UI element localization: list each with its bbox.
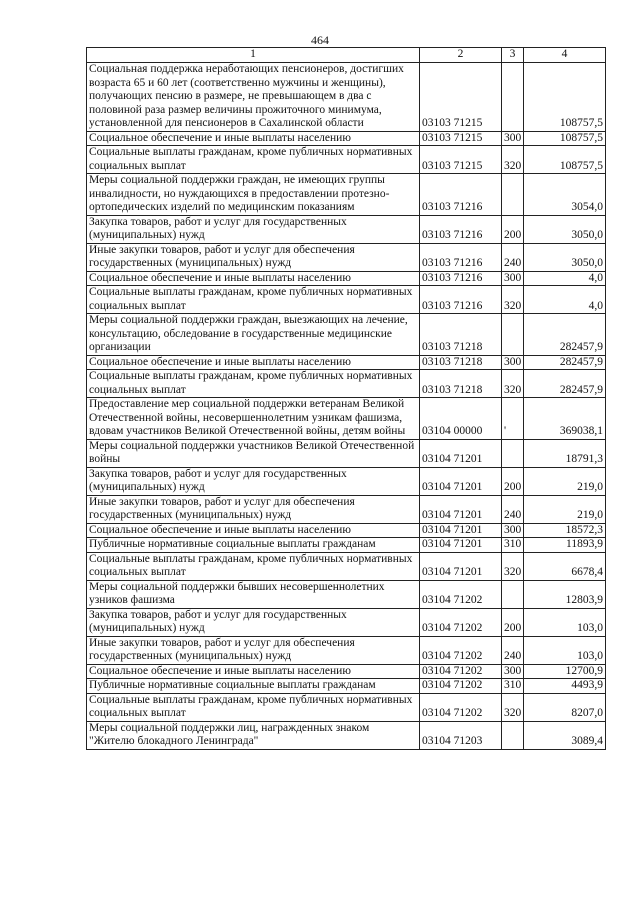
cell-name: Социальные выплаты гражданам, кроме публичных нормативных социальных выплат — [87, 552, 420, 580]
cell-name: Закупка товаров, работ и услуг для государственных (муниципальных) нужд — [87, 467, 420, 495]
cell-kvr: 320 — [502, 693, 524, 721]
cell-code: 03103 71216 — [420, 243, 502, 271]
cell-code: 03104 71201 — [420, 552, 502, 580]
cell-name: Меры социальной поддержки лиц, награжденных знаком "Жителю блокадного Ленинграда" — [87, 721, 420, 749]
budget-table — [86, 47, 606, 750]
cell-sum: 3050,0 — [524, 243, 606, 271]
cell-code: 03103 71216 — [420, 174, 502, 216]
table-row — [87, 439, 606, 467]
header-row — [87, 48, 606, 63]
cell-kvr: 320 — [502, 286, 524, 314]
cell-sum: 6678,4 — [524, 552, 606, 580]
table-row — [87, 355, 606, 370]
cell-kvr: 310 — [502, 679, 524, 694]
cell-kvr — [502, 63, 524, 132]
cell-name: Публичные нормативные социальные выплаты гражданам — [87, 679, 420, 694]
cell-code: 03104 71203 — [420, 721, 502, 749]
cell-sum: 103,0 — [524, 608, 606, 636]
cell-sum: 282457,9 — [524, 314, 606, 356]
cell-kvr — [502, 174, 524, 216]
cell-kvr: 200 — [502, 215, 524, 243]
table-row — [87, 495, 606, 523]
cell-kvr: 300 — [502, 664, 524, 679]
page-number: 464 — [311, 33, 329, 47]
cell-name: Социальная поддержка неработающих пенсионеров, достигших возраста 65 и 60 лет (соответственно мужчины и женщины), получающих пенсию в размере, не превышающем в два с половиной раза размер величины прожиточного минимума, установленной для пенсионеров в Сахалинской области — [87, 63, 420, 132]
cell-code: 03103 71216 — [420, 271, 502, 286]
cell-name: Социальное обеспечение и иные выплаты населению — [87, 355, 420, 370]
cell-sum: 108757,5 — [524, 131, 606, 146]
cell-kvr: 200 — [502, 608, 524, 636]
table-row — [87, 398, 606, 440]
table-row — [87, 63, 606, 132]
cell-kvr: 240 — [502, 495, 524, 523]
table-row — [87, 370, 606, 398]
table-row — [87, 174, 606, 216]
cell-name: Социальное обеспечение и иные выплаты населению — [87, 271, 420, 286]
cell-name: Социальные выплаты гражданам, кроме публичных нормативных социальных выплат — [87, 370, 420, 398]
cell-kvr: 240 — [502, 636, 524, 664]
cell-sum: 18791,3 — [524, 439, 606, 467]
table-row — [87, 314, 606, 356]
cell-sum: 18572,3 — [524, 523, 606, 538]
table-row — [87, 580, 606, 608]
cell-kvr — [502, 314, 524, 356]
cell-sum: 369038,1 — [524, 398, 606, 440]
cell-sum: 219,0 — [524, 467, 606, 495]
header-col-4: 4 — [524, 48, 606, 63]
cell-name: Закупка товаров, работ и услуг для государственных (муниципальных) нужд — [87, 608, 420, 636]
table-row — [87, 552, 606, 580]
table-row — [87, 523, 606, 538]
cell-kvr: 300 — [502, 523, 524, 538]
cell-name: Меры социальной поддержки бывших несовершеннолетних узников фашизма — [87, 580, 420, 608]
cell-kvr: 320 — [502, 370, 524, 398]
cell-sum: 12700,9 — [524, 664, 606, 679]
cell-code: 03104 71202 — [420, 679, 502, 694]
cell-code: 03104 71202 — [420, 580, 502, 608]
cell-sum: 12803,9 — [524, 580, 606, 608]
cell-code: 03103 71215 — [420, 146, 502, 174]
cell-kvr: 310 — [502, 538, 524, 553]
cell-name: Социальные выплаты гражданам, кроме публичных нормативных социальных выплат — [87, 286, 420, 314]
table-row — [87, 467, 606, 495]
table-row — [87, 146, 606, 174]
table-row — [87, 271, 606, 286]
header-col-1: 1 — [87, 48, 420, 63]
cell-code: 03103 71216 — [420, 286, 502, 314]
table-row — [87, 215, 606, 243]
cell-sum: 108757,5 — [524, 63, 606, 132]
table-row — [87, 538, 606, 553]
cell-kvr — [502, 721, 524, 749]
cell-code: 03104 71201 — [420, 439, 502, 467]
cell-kvr: 300 — [502, 131, 524, 146]
cell-kvr: 320 — [502, 552, 524, 580]
cell-name: Меры социальной поддержки участников Великой Отечественной войны — [87, 439, 420, 467]
table-row — [87, 679, 606, 694]
cell-kvr: 300 — [502, 271, 524, 286]
table-row — [87, 693, 606, 721]
header-col-3: 3 — [502, 48, 524, 63]
cell-name: Иные закупки товаров, работ и услуг для обеспечения государственных (муниципальных) нужд — [87, 495, 420, 523]
cell-name: Предоставление мер социальной поддержки ветеранам Великой Отечественной войны, несовершеннолетним узникам фашизма, вдовам участников Великой Отечественной войны, детям войны — [87, 398, 420, 440]
cell-kvr — [502, 439, 524, 467]
table-row — [87, 608, 606, 636]
table-row — [87, 636, 606, 664]
cell-sum: 3089,4 — [524, 721, 606, 749]
cell-sum: 282457,9 — [524, 370, 606, 398]
cell-kvr: 200 — [502, 467, 524, 495]
cell-code: 03104 71201 — [420, 467, 502, 495]
cell-name: Иные закупки товаров, работ и услуг для обеспечения государственных (муниципальных) нужд — [87, 636, 420, 664]
cell-sum: 108757,5 — [524, 146, 606, 174]
table-row — [87, 243, 606, 271]
cell-code: 03104 71202 — [420, 664, 502, 679]
cell-name: Социальные выплаты гражданам, кроме публичных нормативных социальных выплат — [87, 693, 420, 721]
cell-name: Социальные выплаты гражданам, кроме публичных нормативных социальных выплат — [87, 146, 420, 174]
cell-sum: 8207,0 — [524, 693, 606, 721]
cell-kvr: 240 — [502, 243, 524, 271]
cell-code: 03104 71202 — [420, 636, 502, 664]
table-row — [87, 721, 606, 749]
cell-kvr: ' — [502, 398, 524, 440]
cell-name: Иные закупки товаров, работ и услуг для обеспечения государственных (муниципальных) нужд — [87, 243, 420, 271]
cell-name: Закупка товаров, работ и услуг для государственных (муниципальных) нужд — [87, 215, 420, 243]
cell-sum: 282457,9 — [524, 355, 606, 370]
table-row — [87, 131, 606, 146]
table-row — [87, 286, 606, 314]
cell-kvr: 320 — [502, 146, 524, 174]
cell-code: 03104 71202 — [420, 693, 502, 721]
cell-sum: 3050,0 — [524, 215, 606, 243]
cell-sum: 4,0 — [524, 286, 606, 314]
cell-code: 03104 71202 — [420, 608, 502, 636]
cell-name: Меры социальной поддержки граждан, не имеющих группы инвалидности, но нуждающихся в предоставлении протезно-ортопедических изделий по медицинским показаниям — [87, 174, 420, 216]
cell-code: 03104 71201 — [420, 495, 502, 523]
cell-sum: 219,0 — [524, 495, 606, 523]
cell-kvr — [502, 580, 524, 608]
cell-name: Социальное обеспечение и иные выплаты населению — [87, 523, 420, 538]
table-body — [87, 63, 606, 750]
cell-code: 03104 71201 — [420, 523, 502, 538]
cell-name: Публичные нормативные социальные выплаты гражданам — [87, 538, 420, 553]
cell-code: 03104 00000 — [420, 398, 502, 440]
cell-code: 03103 71218 — [420, 314, 502, 356]
table-row — [87, 664, 606, 679]
cell-code: 03104 71201 — [420, 538, 502, 553]
cell-sum: 103,0 — [524, 636, 606, 664]
cell-sum: 4493,9 — [524, 679, 606, 694]
cell-code: 03103 71215 — [420, 131, 502, 146]
cell-name: Социальное обеспечение и иные выплаты населению — [87, 131, 420, 146]
cell-name: Меры социальной поддержки граждан, выезжающих на лечение, консультацию, обследование в государственные медицинские организации — [87, 314, 420, 356]
cell-code: 03103 71218 — [420, 355, 502, 370]
cell-sum: 3054,0 — [524, 174, 606, 216]
cell-code: 03103 71215 — [420, 63, 502, 132]
cell-code: 03103 71218 — [420, 370, 502, 398]
cell-sum: 11893,9 — [524, 538, 606, 553]
cell-sum: 4,0 — [524, 271, 606, 286]
cell-kvr: 300 — [502, 355, 524, 370]
cell-name: Социальное обеспечение и иные выплаты населению — [87, 664, 420, 679]
header-col-2: 2 — [420, 48, 502, 63]
cell-code: 03103 71216 — [420, 215, 502, 243]
